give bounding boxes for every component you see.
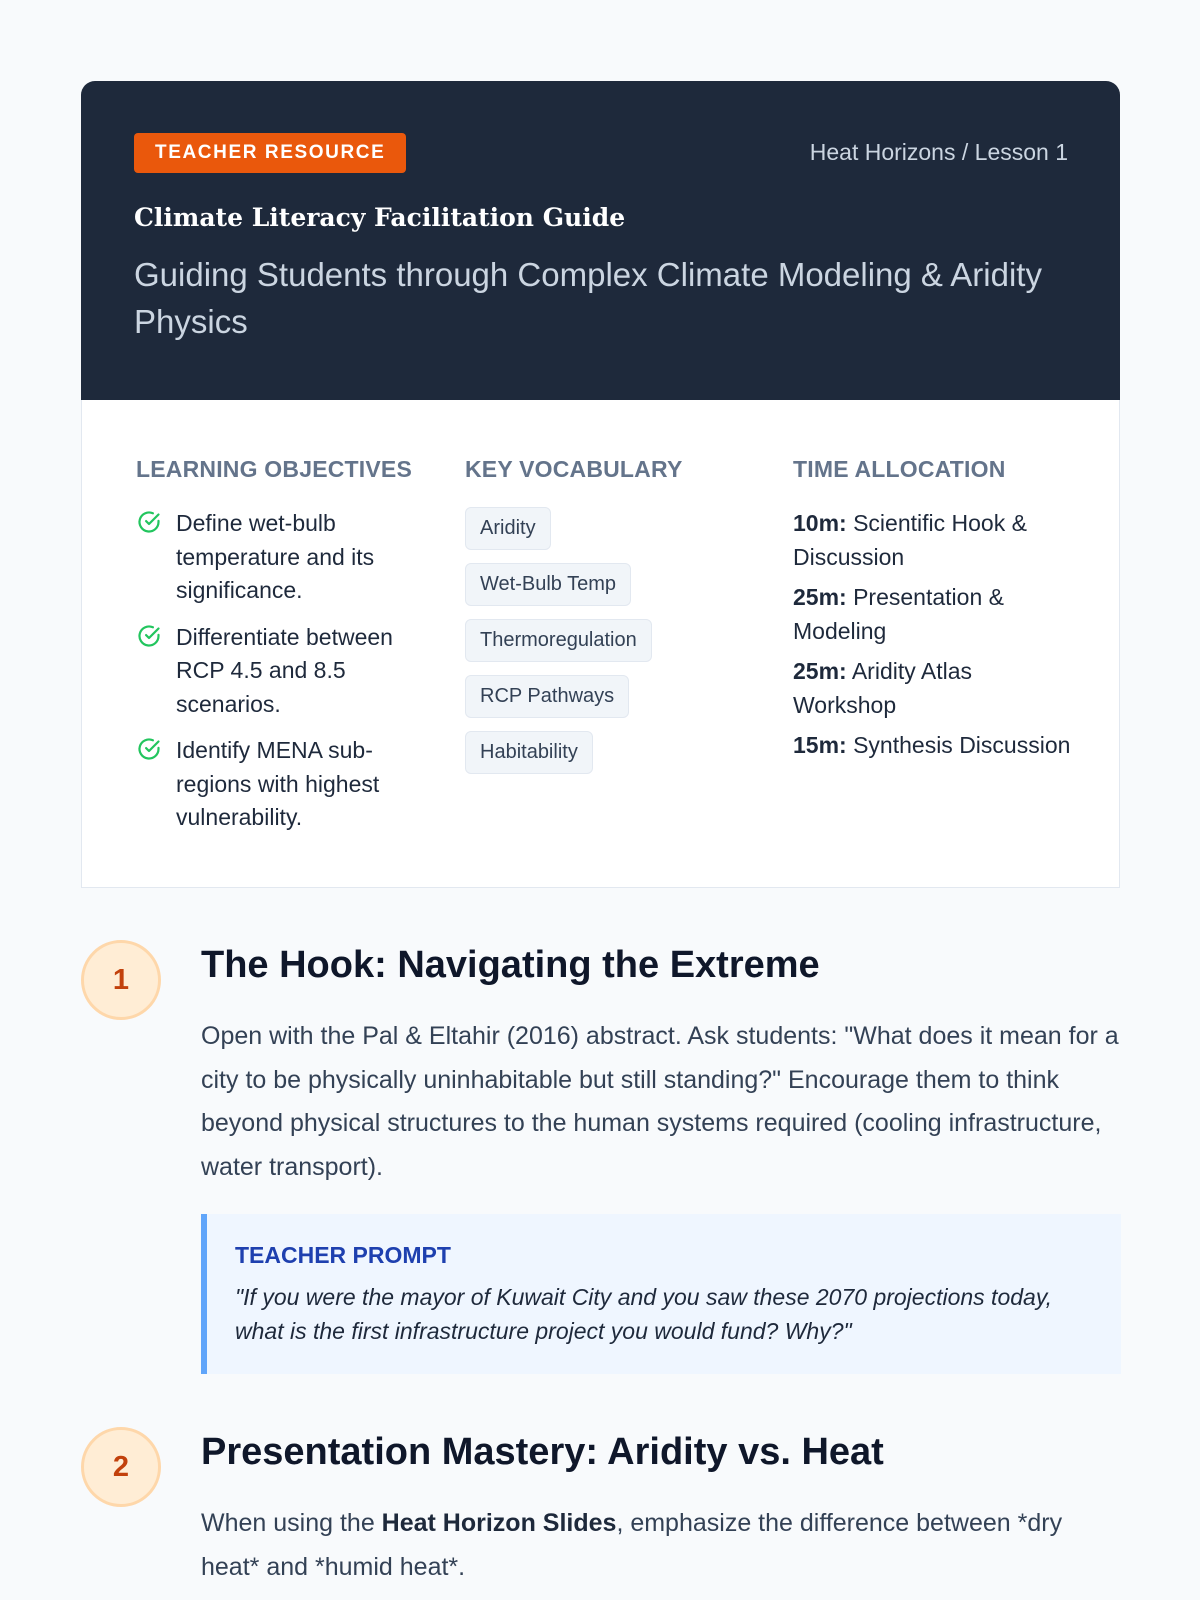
- section-body-hook: Open with the Pal & Eltahir (2016) abstract. Ask students: "What does it mean for a city to be physically uninhabitable but still standing?" Encourage them to think beyond physical structures to the human systems required (cooling infrastructure, water transport).: [201, 1022, 1119, 1181]
- time-duration: 10m:: [793, 510, 847, 536]
- objectives-heading: LEARNING OBJECTIVES: [136, 456, 413, 482]
- time-duration: 15m:: [793, 732, 847, 758]
- vocab-chip-wet-bulb-temp: Wet-Bulb Temp: [465, 563, 631, 606]
- teacher-resource-badge: TEACHER RESOURCE: [134, 133, 406, 173]
- breadcrumb: Heat Horizons / Lesson 1: [809, 139, 1068, 165]
- objective-text: Define wet-bulb temperature and its significance.: [176, 510, 375, 603]
- objective-item: [136, 734, 416, 835]
- time-allocation: [793, 456, 1073, 770]
- body-text-pre: When using the: [201, 1509, 382, 1537]
- key-vocabulary: [465, 456, 745, 787]
- teacher-prompt-quote: "If you were the mayor of Kuwait City and you saw these 2070 projections today, what is the first infrastructure project you would fund? Why?": [235, 1284, 1053, 1344]
- section-title-hook: The Hook: Navigating the Extreme: [201, 944, 820, 986]
- time-activity: Scientific Hook & Discussion: [793, 510, 1027, 570]
- vocab-chip-habitability: Habitability: [465, 731, 593, 774]
- step-number-2: 2: [81, 1427, 161, 1507]
- time-activity: Presentation & Modeling: [793, 584, 1004, 644]
- check-circle-icon: [136, 621, 176, 722]
- objective-text: Identify MENA sub-regions with highest vulnerability.: [176, 737, 380, 830]
- objective-item: [136, 621, 416, 722]
- vocab-chip-thermoregulation: Thermoregulation: [465, 619, 652, 662]
- page-title: Guiding Students through Complex Climate Modeling & Aridity Physics: [134, 256, 1042, 340]
- vocab-chip-aridity: Aridity: [465, 507, 551, 550]
- time-activity: Synthesis Discussion: [853, 732, 1071, 758]
- time-heading: TIME ALLOCATION: [793, 456, 1006, 482]
- step-number-1: 1: [81, 940, 161, 1020]
- objective-item: [136, 507, 416, 608]
- teacher-prompt-label: TEACHER PROMPT: [235, 1242, 451, 1268]
- body-text-post: , emphasize the difference between *dry heat* and *humid heat*.: [201, 1509, 1063, 1581]
- teacher-prompt-callout: [201, 1214, 1121, 1374]
- time-item: [793, 655, 1073, 722]
- check-circle-icon: [136, 734, 176, 835]
- guide-title: Climate Literacy Facilitation Guide: [134, 203, 626, 232]
- vocab-chip-rcp-pathways: RCP Pathways: [465, 675, 629, 718]
- objective-text: Differentiate between RCP 4.5 and 8.5 scenarios.: [176, 623, 393, 717]
- time-item: [793, 729, 1073, 763]
- learning-objectives: [136, 456, 416, 848]
- vocabulary-heading: KEY VOCABULARY: [465, 456, 683, 482]
- time-item: [793, 507, 1073, 574]
- time-activity: Aridity Atlas Workshop: [793, 658, 972, 718]
- time-duration: 25m:: [793, 584, 847, 610]
- time-item: [793, 581, 1073, 648]
- lesson-overview-panel: [81, 400, 1120, 888]
- heat-horizon-slides-emphasis: Heat Horizon Slides: [381, 1509, 617, 1537]
- header-card: [81, 81, 1120, 400]
- section-title-presentation: Presentation Mastery: Aridity vs. Heat: [201, 1431, 884, 1473]
- time-duration: 25m:: [793, 658, 847, 684]
- check-circle-icon: [136, 507, 176, 608]
- section-body-presentation: [201, 1502, 1121, 1589]
